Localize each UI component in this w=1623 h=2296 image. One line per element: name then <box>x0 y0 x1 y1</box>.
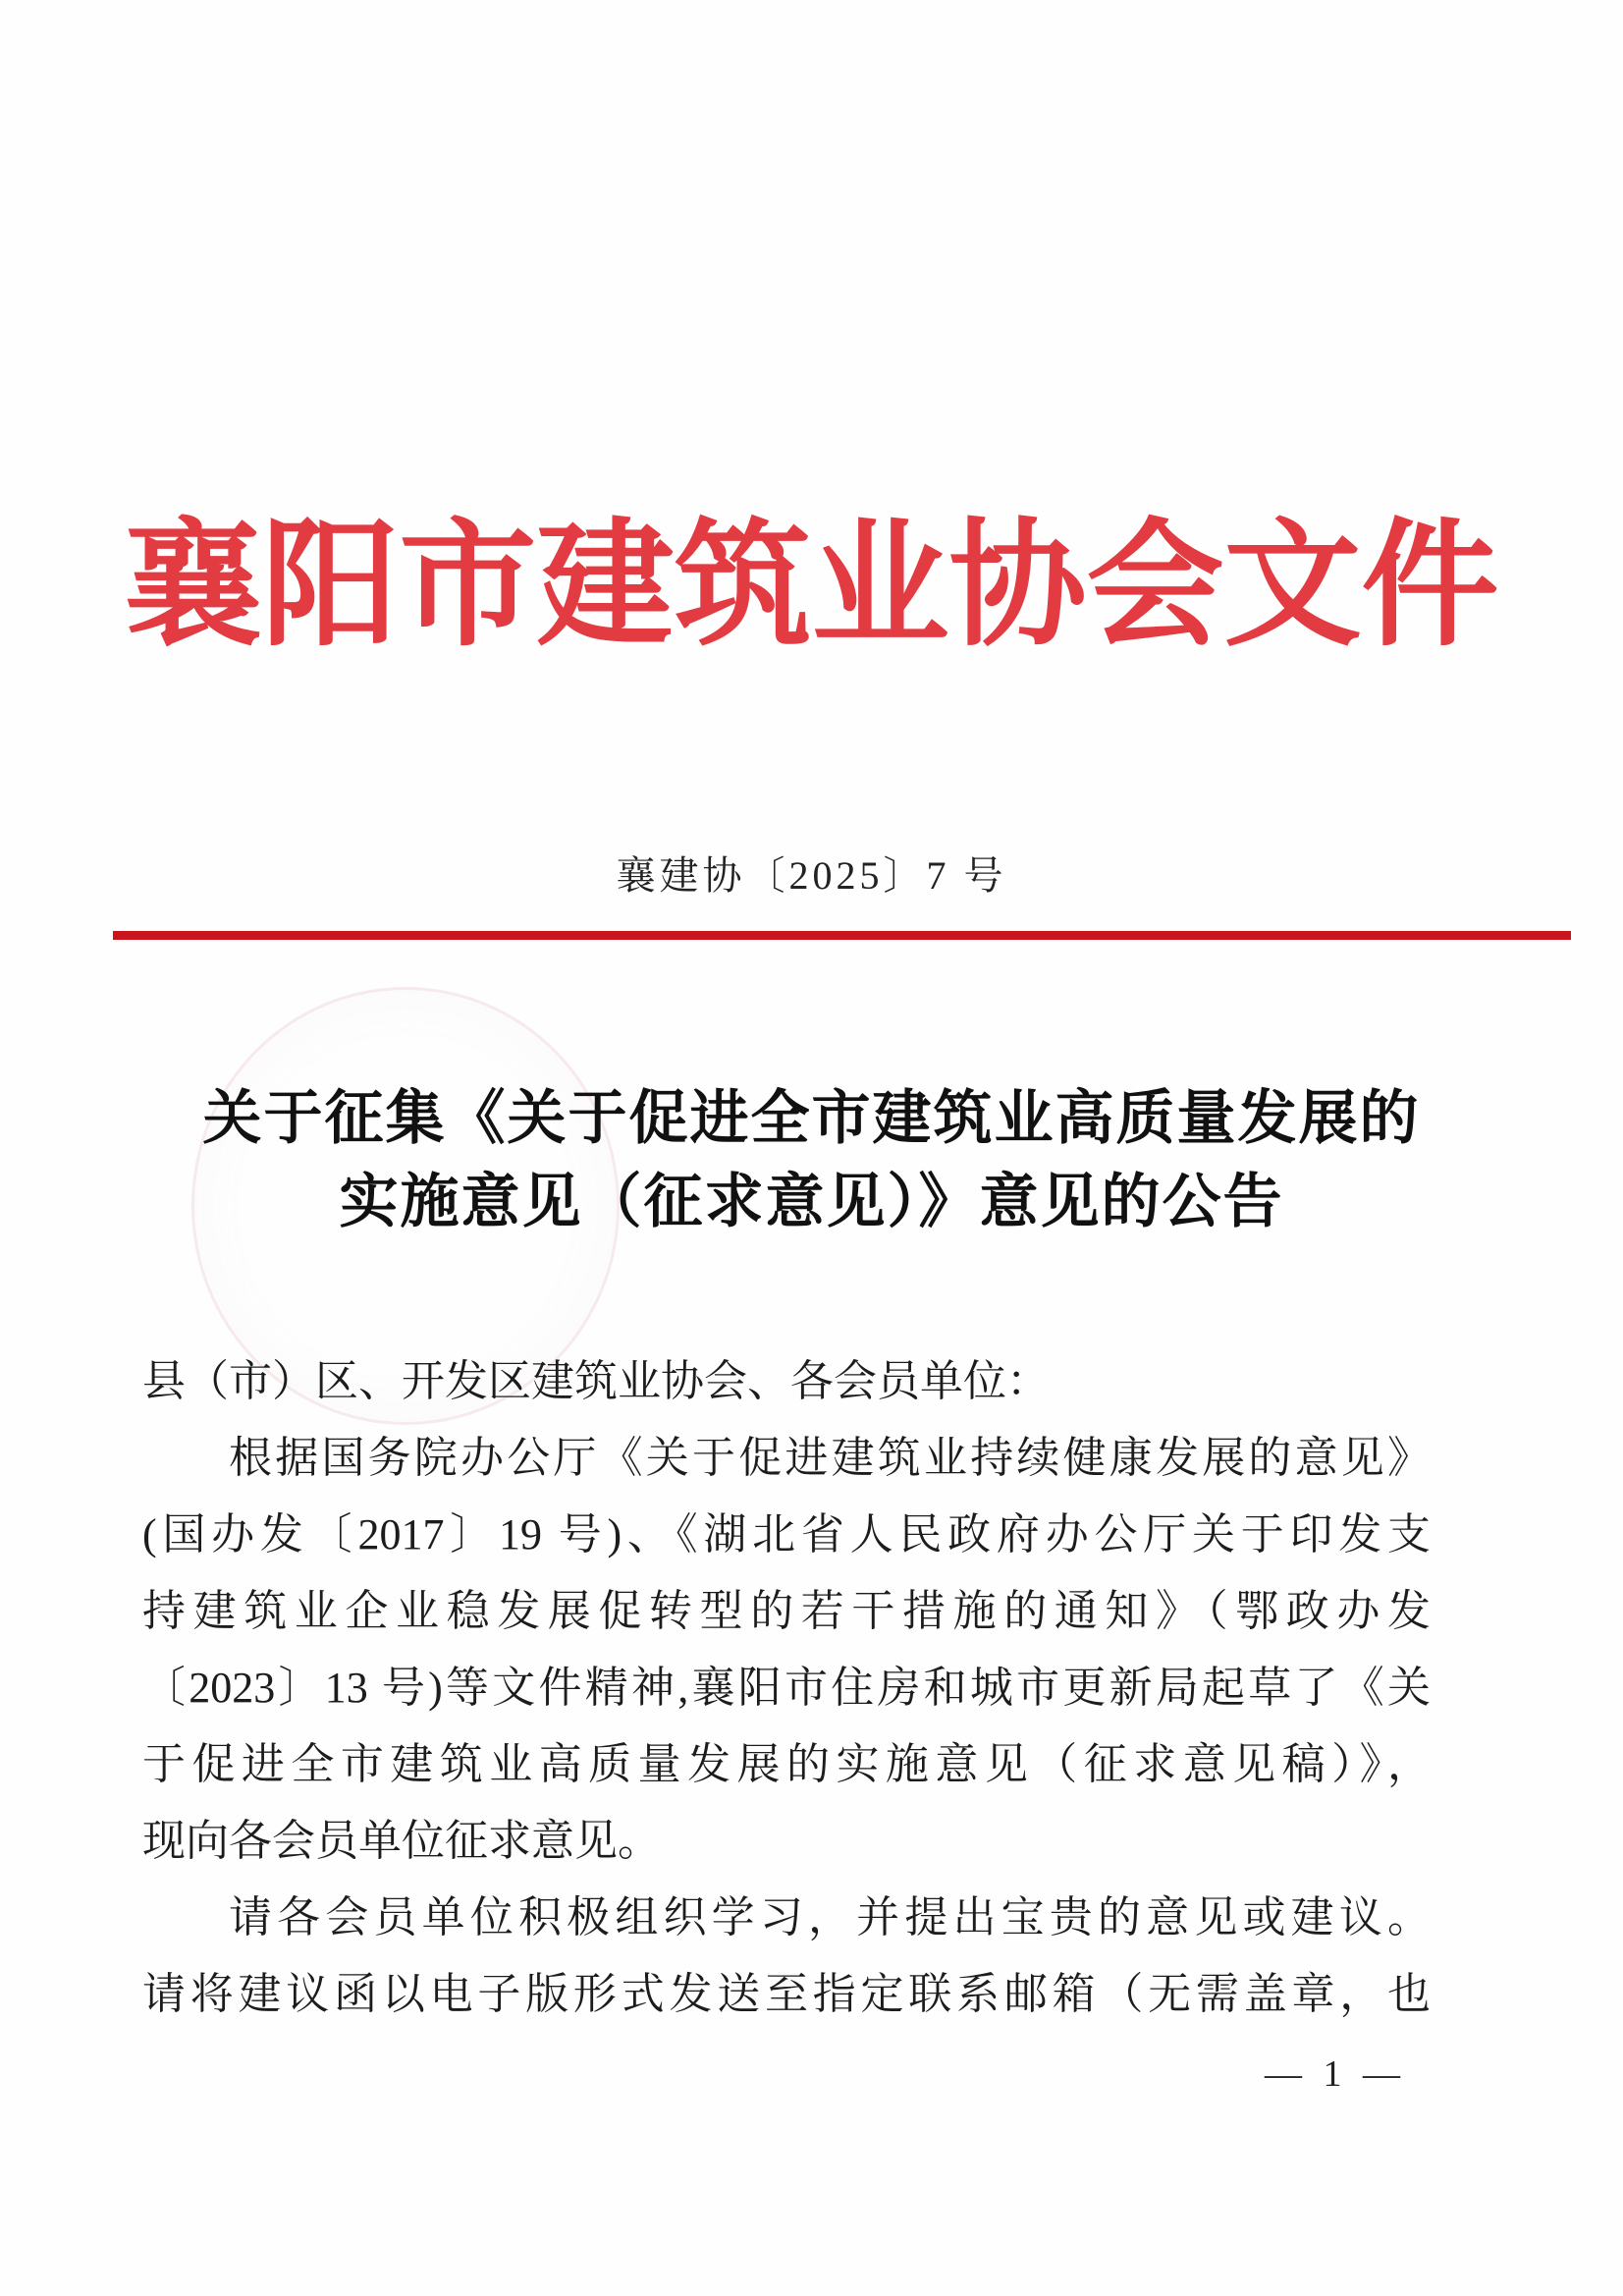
document-body <box>142 1343 1431 2033</box>
document-number: 襄建协〔2025〕7 号 <box>616 853 1007 898</box>
document-heading-line1: 关于征集《关于促进全市建筑业高质量发展的 <box>202 1085 1421 1151</box>
page-number: — 1 — <box>1265 2053 1406 2095</box>
body-line: 持建筑业企业稳发展促转型的若干措施的通知》（鄂政办发 <box>142 1587 1431 1635</box>
document-heading-line2: 实施意见（征求意见）》意见的公告 <box>339 1169 1284 1234</box>
body-line: (国办发〔2017〕19 号)、《湖北省人民政府办公厅关于印发支 <box>142 1510 1431 1558</box>
body-line: 根据国务院办公厅《关于促进建筑业持续健康发展的意见》 <box>229 1434 1431 1482</box>
body-line: 现向各会员单位征求意见。 <box>142 1817 661 1865</box>
salutation-line: 县（市）区、开发区建筑业协会、各会员单位： <box>142 1357 1050 1405</box>
document-heading <box>0 1076 1623 1243</box>
red-divider-rule <box>113 931 1571 940</box>
body-line: 于促进全市建筑业高质量发展的实施意见（征求意见稿）》， <box>142 1740 1431 1788</box>
body-line: 请将建议函以电子版形式发送至指定联系邮箱（无需盖章，也 <box>142 1970 1431 2018</box>
body-line: 〔2023〕13 号)等文件精神,襄阳市住房和城市更新局起草了《关 <box>142 1664 1431 1712</box>
masthead-org-title: 襄阳市建筑业协会文件 <box>124 511 1499 663</box>
body-line: 请各会员单位积极组织学习，并提出宝贵的意见或建议。 <box>229 1893 1431 1941</box>
